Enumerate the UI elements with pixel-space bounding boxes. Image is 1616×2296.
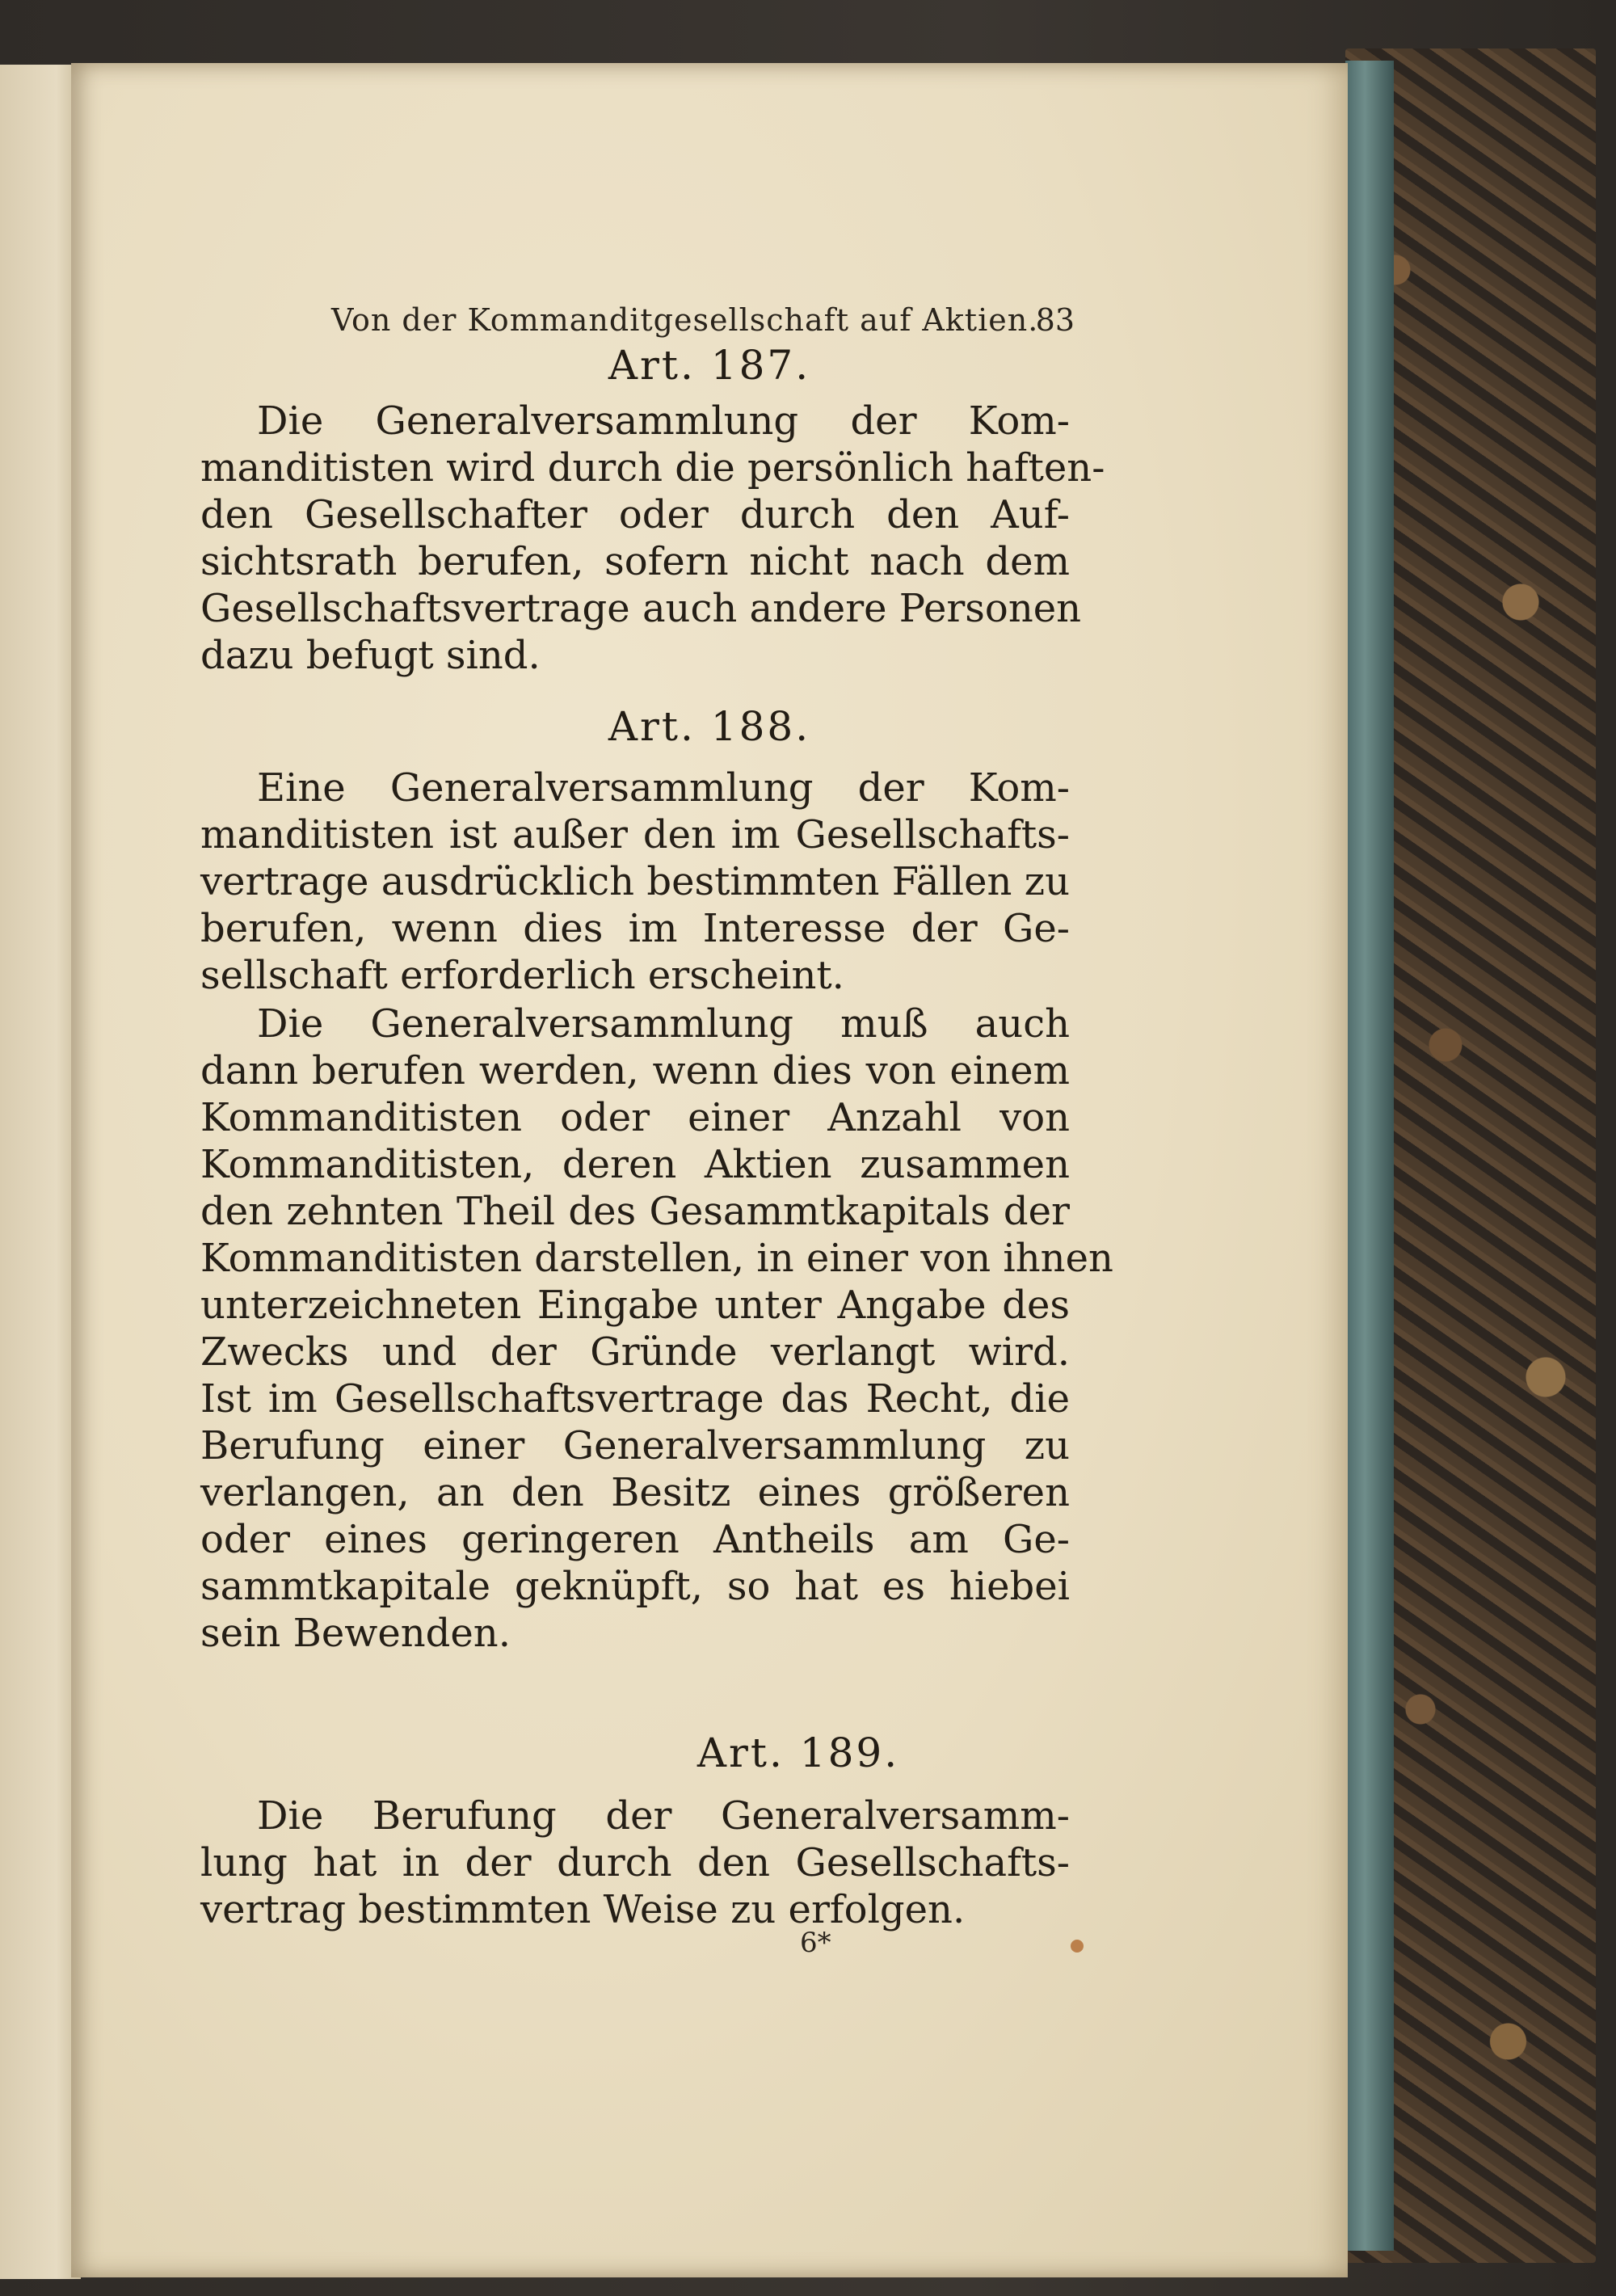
text-line: dazu befugt sind. <box>200 633 541 678</box>
page-block-edge <box>1345 61 1394 2251</box>
paragraph <box>200 1001 1113 1657</box>
previous-page-edge <box>0 65 81 2279</box>
paragraph <box>200 765 1070 999</box>
text-line: oder eines geringeren Antheils am Ge- <box>200 1517 1070 1562</box>
text-line: sellschaft erforderlich erscheint. <box>200 953 844 998</box>
text-line: Die Berufung der Generalversamm- <box>257 1793 1070 1839</box>
text-line: unterzeichneten Eingabe unter Angabe des <box>200 1283 1070 1328</box>
page-number: 83 <box>1035 302 1075 338</box>
running-title: Von der Kommanditgesellschaft auf Aktien. <box>331 302 1039 338</box>
text-line: vertrag bestimmten Weise zu erfolgen. <box>200 1887 966 1932</box>
text-line: Kommanditisten darstellen, in einer von ihnen <box>200 1236 1113 1281</box>
text-line: manditisten ist außer den im Gesellschafts- <box>200 812 1070 857</box>
text-line: Kommanditisten oder einer Anzahl von <box>200 1095 1070 1140</box>
article-heading: Art. 189. <box>696 1729 900 1776</box>
ink-spot <box>1071 1940 1084 1953</box>
text-line: den Gesellschafter oder durch den Auf- <box>200 492 1070 537</box>
text-line: Kommanditisten, deren Aktien zusammen <box>200 1142 1070 1187</box>
text-line: manditisten wird durch die persönlich haften- <box>200 445 1105 491</box>
text-line: Berufung einer Generalversammlung zu <box>200 1423 1070 1468</box>
article-heading: Art. 188. <box>608 703 811 750</box>
text-line: Ist im Gesellschaftsvertrage das Recht, die <box>200 1376 1070 1422</box>
text-line: verlangen, an den Besitz eines größeren <box>200 1470 1070 1515</box>
book-page <box>71 63 1348 2277</box>
paragraph <box>200 1793 1070 1933</box>
text-line: Eine Generalversammlung der Kom- <box>257 765 1070 811</box>
text-line: berufen, wenn dies im Interesse der Ge- <box>200 906 1070 951</box>
text-line: dann berufen werden, wenn dies von einem <box>200 1048 1070 1093</box>
text-line: vertrage ausdrücklich bestimmten Fällen zu <box>200 859 1070 904</box>
text-line: sichtsrath berufen, sofern nicht nach dem <box>200 539 1070 584</box>
text-line: Die Generalversammlung muß auch <box>257 1001 1070 1047</box>
running-header <box>331 302 1075 343</box>
text-line: den zehnten Theil des Gesammtkapitals der <box>200 1189 1070 1234</box>
text-line: Gesellschaftsvertrage auch andere Personen <box>200 586 1082 631</box>
text-line: sein Bewenden. <box>200 1611 511 1656</box>
text-line: lung hat in der durch den Gesellschafts- <box>200 1840 1070 1885</box>
text-line: Zwecks und der Gründe verlangt wird. <box>200 1329 1070 1375</box>
text-line: sammtkapitale geknüpft, so hat es hiebei <box>200 1564 1070 1609</box>
signature-mark: 6* <box>800 1927 831 1959</box>
article-heading: Art. 187. <box>608 342 811 389</box>
paragraph <box>200 398 1105 679</box>
text-line: Die Generalversammlung der Kom- <box>257 398 1070 444</box>
